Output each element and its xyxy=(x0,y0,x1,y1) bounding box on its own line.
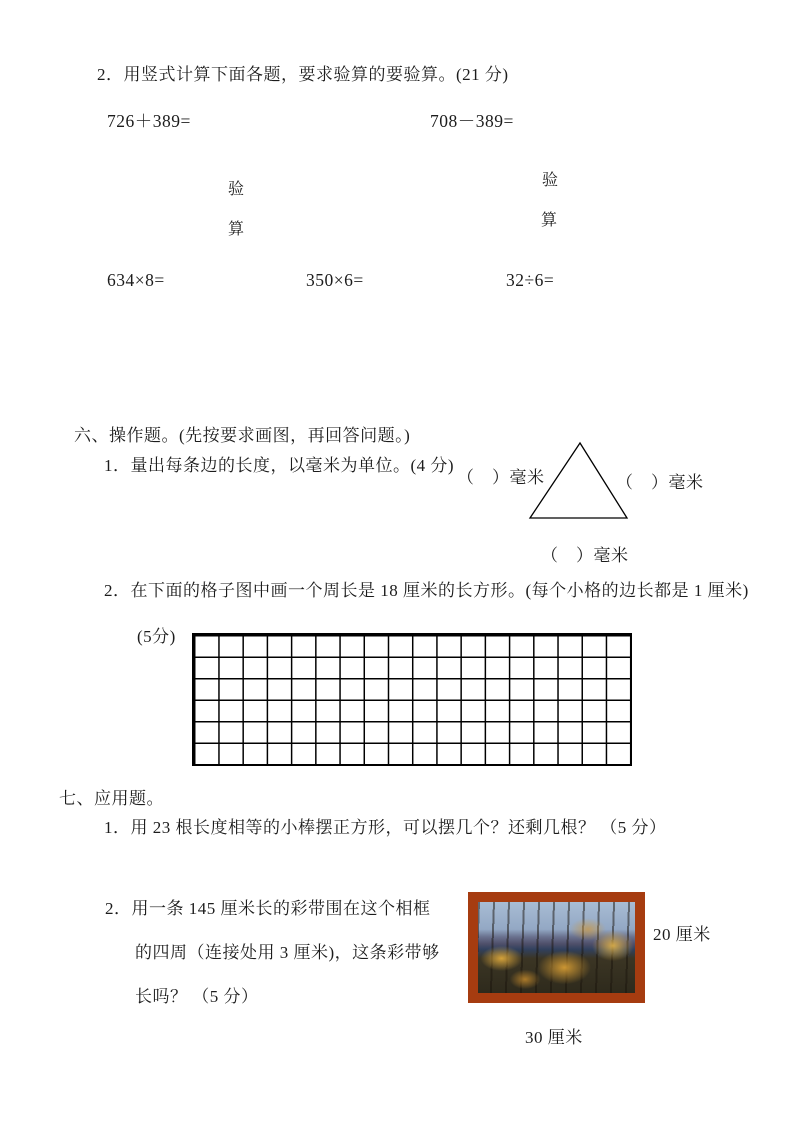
check-label-2-bottom: 算 xyxy=(541,212,558,229)
check-label-1-top: 验 xyxy=(228,181,245,198)
frame-width-label: 30 厘米 xyxy=(525,1028,583,1047)
expression-division: 32÷6= xyxy=(506,270,555,290)
section6-question2-score: (5分) xyxy=(137,627,176,646)
section7-question2-line2: 的四周（连接处用 3 厘米)，这条彩带够 xyxy=(135,943,440,962)
check-label-2-top: 验 xyxy=(542,172,559,189)
section7-question1: 1．用 23 根长度相等的小棒摆正方形，可以摆几个？还剩几根？ （5 分） xyxy=(104,818,667,837)
expression-multiplication-2: 350×6= xyxy=(306,270,364,290)
grid-figure[interactable] xyxy=(192,633,632,766)
section7-question2-line3: 长吗？ （5 分） xyxy=(135,987,259,1006)
triangle-label-right: （ ）毫米 xyxy=(616,473,704,492)
check-label-1-bottom: 算 xyxy=(228,221,245,238)
expression-multiplication-1: 634×8= xyxy=(107,270,165,290)
expression-addition: 726＋389= xyxy=(107,111,191,131)
expression-subtraction: 708－389= xyxy=(430,111,514,131)
photo-autumn-landscape xyxy=(478,902,635,993)
frame-height-label: 20 厘米 xyxy=(653,925,711,944)
section6-question2: 2．在下面的格子图中画一个周长是 18 厘米的长方形。(每个小格的边长都是 1 厘米) xyxy=(104,581,749,600)
section7-title: 七、应用题。 xyxy=(59,789,164,808)
photo-frame xyxy=(468,892,645,1003)
triangle-label-left: （ ）毫米 xyxy=(457,468,545,487)
section6-question1: 1．量出每条边的长度，以毫米为单位。(4 分) xyxy=(104,456,455,475)
calc-question-heading: 2．用竖式计算下面各题，要求验算的要验算。(21 分) xyxy=(97,65,509,84)
section7-question2-line1: 2．用一条 145 厘米长的彩带围在这个相框 xyxy=(105,899,431,918)
triangle-label-bottom: （ ）毫米 xyxy=(541,546,629,565)
section6-title: 六、操作题。(先按要求画图，再回答问题。) xyxy=(74,426,411,445)
